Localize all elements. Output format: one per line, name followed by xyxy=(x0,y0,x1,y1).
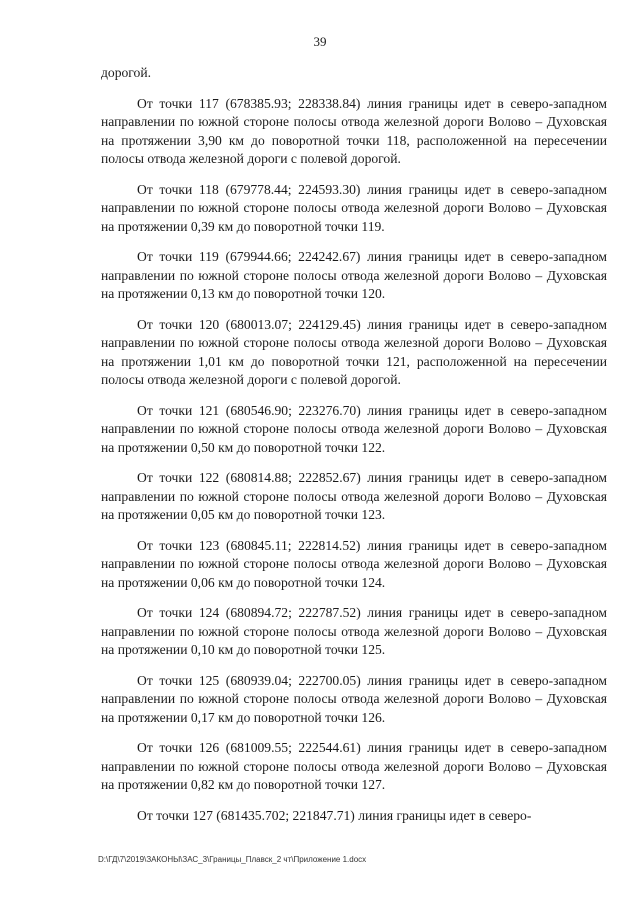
paragraph-point-119: От точки 119 (679944.66; 224242.67) линия границы идет в северо-западном направлении по южной стороне полосы отвода железной дороги Волово – Духовская на протяжении 0,13 км до поворотной точки 120. xyxy=(101,249,607,301)
paragraph-point-126: От точки 126 (681009.55; 222544.61) линия границы идет в северо-западном направлении по южной стороне полосы отвода железной дороги Волово – Духовская на протяжении 0,82 км до поворотной точки 127. xyxy=(101,740,607,792)
paragraph-point-121: От точки 121 (680546.90; 223276.70) линия границы идет в северо-западном направлении по южной стороне полосы отвода железной дороги Волово – Духовская на протяжении 0,50 км до поворотной точки 122. xyxy=(101,402,607,455)
paragraph-point-118: От точки 118 (679778.44; 224593.30) линия границы идет в северо-западном направлении по южной стороне полосы отвода железной дороги Волово – Духовская на протяжении 0,39 км до поворотной точки 119. xyxy=(101,181,607,234)
paragraph-continuation: дорогой. xyxy=(101,65,152,80)
paragraph-point-117: От точки 117 (678385.93; 228338.84) линия границы идет в северо-западном направлении по южной стороне полосы отвода железной дороги Волово – Духовская на протяжении 3,90 км до поворотной точки 118, расположенной на пересечении полосы отвода железной дороги с полевой дорогой. xyxy=(101,95,607,166)
page-number: 39 xyxy=(313,34,327,49)
footer-file-path: D:\ГД\7\2019\ЗАКОНЫ\ЗАС_3\Границы_Плавск_2 чт\Приложение 1.docx xyxy=(98,855,367,864)
paragraph-point-125: От точки 125 (680939.04; 222700.05) линия границы идет в северо-западном направлении по южной стороне полосы отвода железной дороги Волово – Духовская на протяжении 0,17 км до поворотной точки 126. xyxy=(101,672,607,725)
document-body xyxy=(101,64,607,837)
paragraph-point-120: От точки 120 (680013.07; 224129.45) линия границы идет в северо-западном направлении по южной стороне полосы отвода железной дороги Волово – Духовская на протяжении 1,01 км до поворотной точки 121, расположенной на пересечении полосы отвода железной дороги с полевой дорогой. xyxy=(101,316,607,387)
paragraph-point-127: От точки 127 (681435.702; 221847.71) линия границы идет в северо- xyxy=(137,807,532,823)
paragraph-point-123: От точки 123 (680845.11; 222814.52) линия границы идет в северо-западном направлении по южной стороне полосы отвода железной дороги Волово – Духовская на протяжении 0,06 км до поворотной точки 124. xyxy=(101,537,607,590)
paragraph-point-122: От точки 122 (680814.88; 222852.67) линия границы идет в северо-западном направлении по южной стороне полосы отвода железной дороги Волово – Духовская на протяжении 0,05 км до поворотной точки 123. xyxy=(101,470,607,522)
paragraph-point-124: От точки 124 (680894.72; 222787.52) линия границы идет в северо-западном направлении по южной стороне полосы отвода железной дороги Волово – Духовская на протяжении 0,10 км до поворотной точки 125. xyxy=(101,605,607,657)
